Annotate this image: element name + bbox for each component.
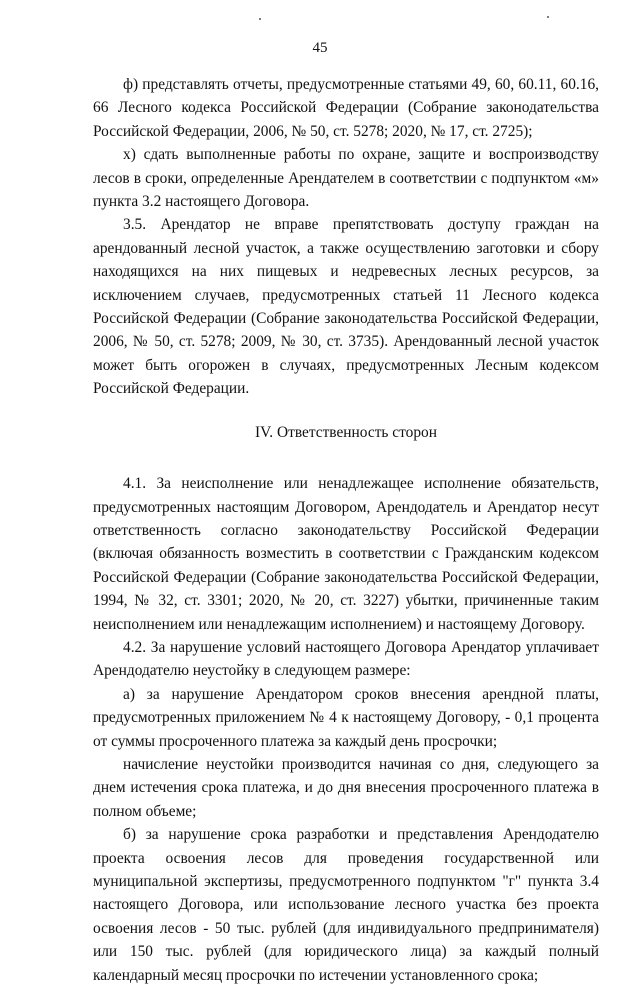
scan-speck [547,16,549,18]
paragraph-4-1: 4.1. За неисполнение или ненадлежащее исполнение обязательств, предусмотренных настоящим Договором, Арендодатель и Арендатор несут ответственность согласно законодательству Российской Федерации (включая обязанность возместить в соответствии с Гражданским кодексом Российской Федерации (Собрание законодательства Российской Федерации, 1994, № 32, ст. 3301; 2020, № 20, ст. 3227) убытки, причиненные таким неисполнением или ненадлежащим исполнением) и настоящему Договору. [93,475,599,633]
section-heading: IV. Ответственность сторон [255,423,437,441]
page-number: 45 [312,40,328,56]
paragraph-forest-works: х) сдать выполненные работы по охране, защите и воспроизводству лесов в сроки, определенные Арендателем в соответствии с подпунктом «м» пункта 3.2 настоящего Договора. [93,146,599,211]
paragraph-3-5: 3.5. Арендатор не вправе препятствовать доступу граждан на арендованный лесной участок, а также осуществлению заготовки и сбору находящихся на них пищевых и недревесных лесных ресурсов, за исключением случаев, предусмотренных статьей 11 Лесного кодекса Российской Федерации (Собрание законодательства Российской Федерации, 2006, № 50, ст. 5278; 2009, № 30, ст. 3735). Арендованный лесной участок может быть огорожен в случаях, предусмотренных Лесным кодексом Российской Федерации. [93,216,599,398]
scan-speck [259,18,261,20]
document-body [93,73,599,987]
paragraph-4-2-b: б) за нарушение срока разработки и представления Арендодателю проекта освоения лесов для проведения государственной или муниципальной экспертизы, предусмотренного подпунктом "г" пункта 3.4 настоящего Договора, или использование лесного участка без проекта освоения лесов - 50 тыс. рублей (для индивидуального предпринимателя) или 150 тыс. рублей (для юридического лица) за каждый полный календарный месяц просрочки по истечении установленного срока; [93,826,599,984]
paragraph-reports: ф) представлять отчеты, предусмотренные статьями 49, 60, 60.11, 60.16, 66 Лесного кодекса Российской Федерации (Собрание законодательства Российской Федерации, 2006, № 50, ст. 5278; 2020, № 17, ст. 2725); [93,76,599,140]
paragraph-penalty-accrual: начисление неустойки производится начиная со дня, следующего за днем истечения срока платежа, и до дня внесения просроченного платежа в полном объеме; [93,755,599,820]
paragraph-4-2: 4.2. За нарушение условий настоящего Договора Арендатор уплачивает Арендодателю неустойку в следующем размере: [93,638,599,680]
paragraph-4-2-a: а) за нарушение Арендатором сроков внесения арендной платы, предусмотренных приложением № 4 к настоящему Договору, - 0,1 процента от суммы просроченного платежа за каждый день просрочки; [93,685,599,750]
